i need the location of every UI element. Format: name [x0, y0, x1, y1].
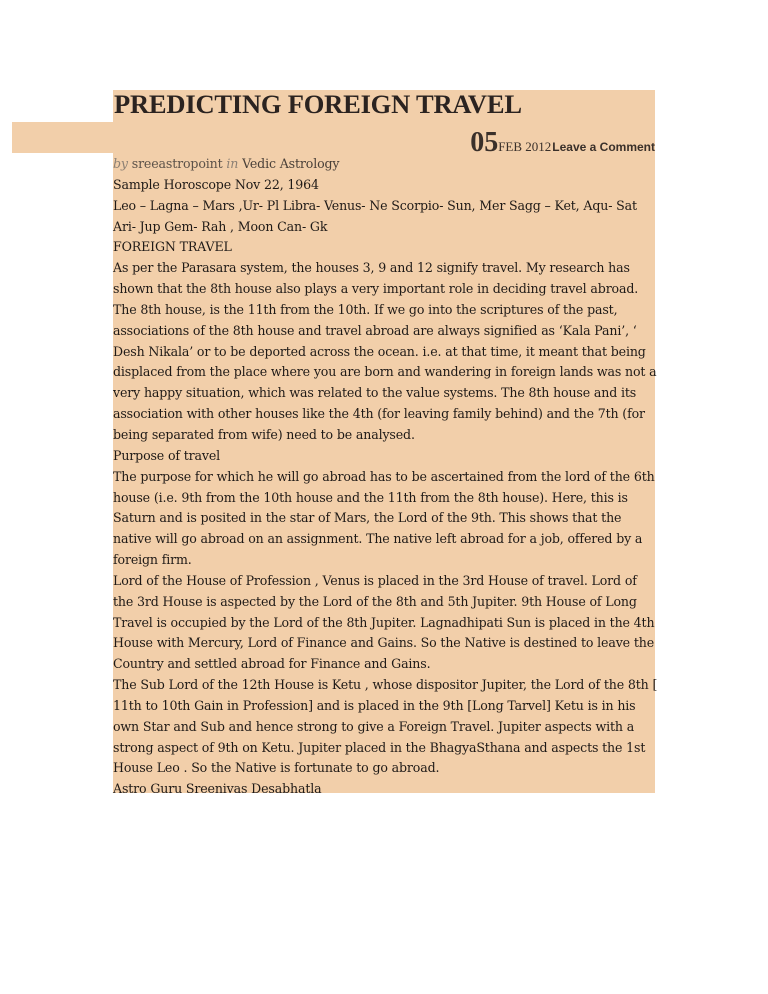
header-accent-bar	[12, 122, 114, 153]
section-heading-foreign-travel: FOREIGN TRAVEL	[113, 239, 232, 255]
paragraph-sub-lord: The Sub Lord of the 12th House is Ketu , whose dispositor Jupiter, the Lord of the 8th [ 11th to 10th Gain in Profession] and is placed in the 9th [Long Tarvel] Ketu is in his own Star and Sub and hence strong to give a Foreign Travel. Jupiter aspects with a strong aspect of 9th on Ketu. Jupiter placed in the BhagyaSthana and aspects the 1st House Leo . So the Native is fortunate to go abroad.	[113, 677, 658, 776]
author-signature: Astro Guru Sreenivas Desabhatla	[113, 781, 322, 797]
post-dateline	[470, 127, 655, 158]
category-link[interactable]: Vedic Astrology	[242, 156, 340, 171]
post-date-month-year: FEB 2012	[498, 139, 552, 154]
post-title[interactable]: PREDICTING FOREIGN TRAVEL	[114, 89, 522, 119]
post-byline	[113, 154, 658, 175]
paragraph-parasara: As per the Parasara system, the houses 3, 9 and 12 signify travel. My research has shown that the 8th house also plays a very important role in deciding travel abroad. The 8th house, is the 11th from the 10th. If we go into the scriptures of the past, associations of the 8th house and travel abroad are always signified as ‘Kala Pani’, ‘ Desh Nikala’ or to be deported across the ocean. i.e. at that time, it meant that being displaced from the place where you are born and wandering in foreign lands was not a very happy situation, which was related to the value systems. The 8th house and its association with other houses like the 4th (for leaving family behind) and the 7th (for being separated from wife) need to be analysed.	[113, 260, 657, 442]
byline-by: by	[113, 156, 128, 171]
paragraph-purpose: The purpose for which he will go abroad has to be ascertained from the lord of the 6th house (i.e. 9th from the 10th house and the 11th from the 8th house). Here, this is Saturn and is posited in the star of Mars, the Lord of the 9th. This shows that the native will go abroad on an assignment. The native left abroad for a job, offered by a foreign firm.	[113, 468, 655, 568]
paragraph-planet-positions: Leo – Lagna – Mars ,Ur- Pl Libra- Venus- Ne Scorpio- Sun, Mer Sagg – Ket, Aqu- Sat Ari- Jup Gem- Rah , Moon Can- Gk	[113, 197, 637, 234]
post-date-day: 05	[470, 127, 499, 158]
paragraph-profession: Lord of the House of Profession , Venus is placed in the 3rd House of travel. Lord of the 3rd House is aspected by the Lord of the 8th and 5th Jupiter. 9th House of Long Travel is occupied by the Lord of the 8th Jupiter. Lagnadhipati Sun is placed in the 4th House with Mercury, Lord of Finance and Gains. So the Native is destined to leave the Country and settled abroad for Finance and Gains.	[113, 572, 655, 672]
section-heading-purpose: Purpose of travel	[113, 447, 221, 463]
leave-comment-link[interactable]: Leave a Comment	[552, 140, 655, 154]
author-link[interactable]: sreeastropoint	[131, 156, 223, 171]
post-body	[113, 154, 658, 800]
paragraph-sample-horoscope: Sample Horoscope Nov 22, 1964	[113, 176, 319, 192]
byline-in: in	[226, 156, 239, 171]
